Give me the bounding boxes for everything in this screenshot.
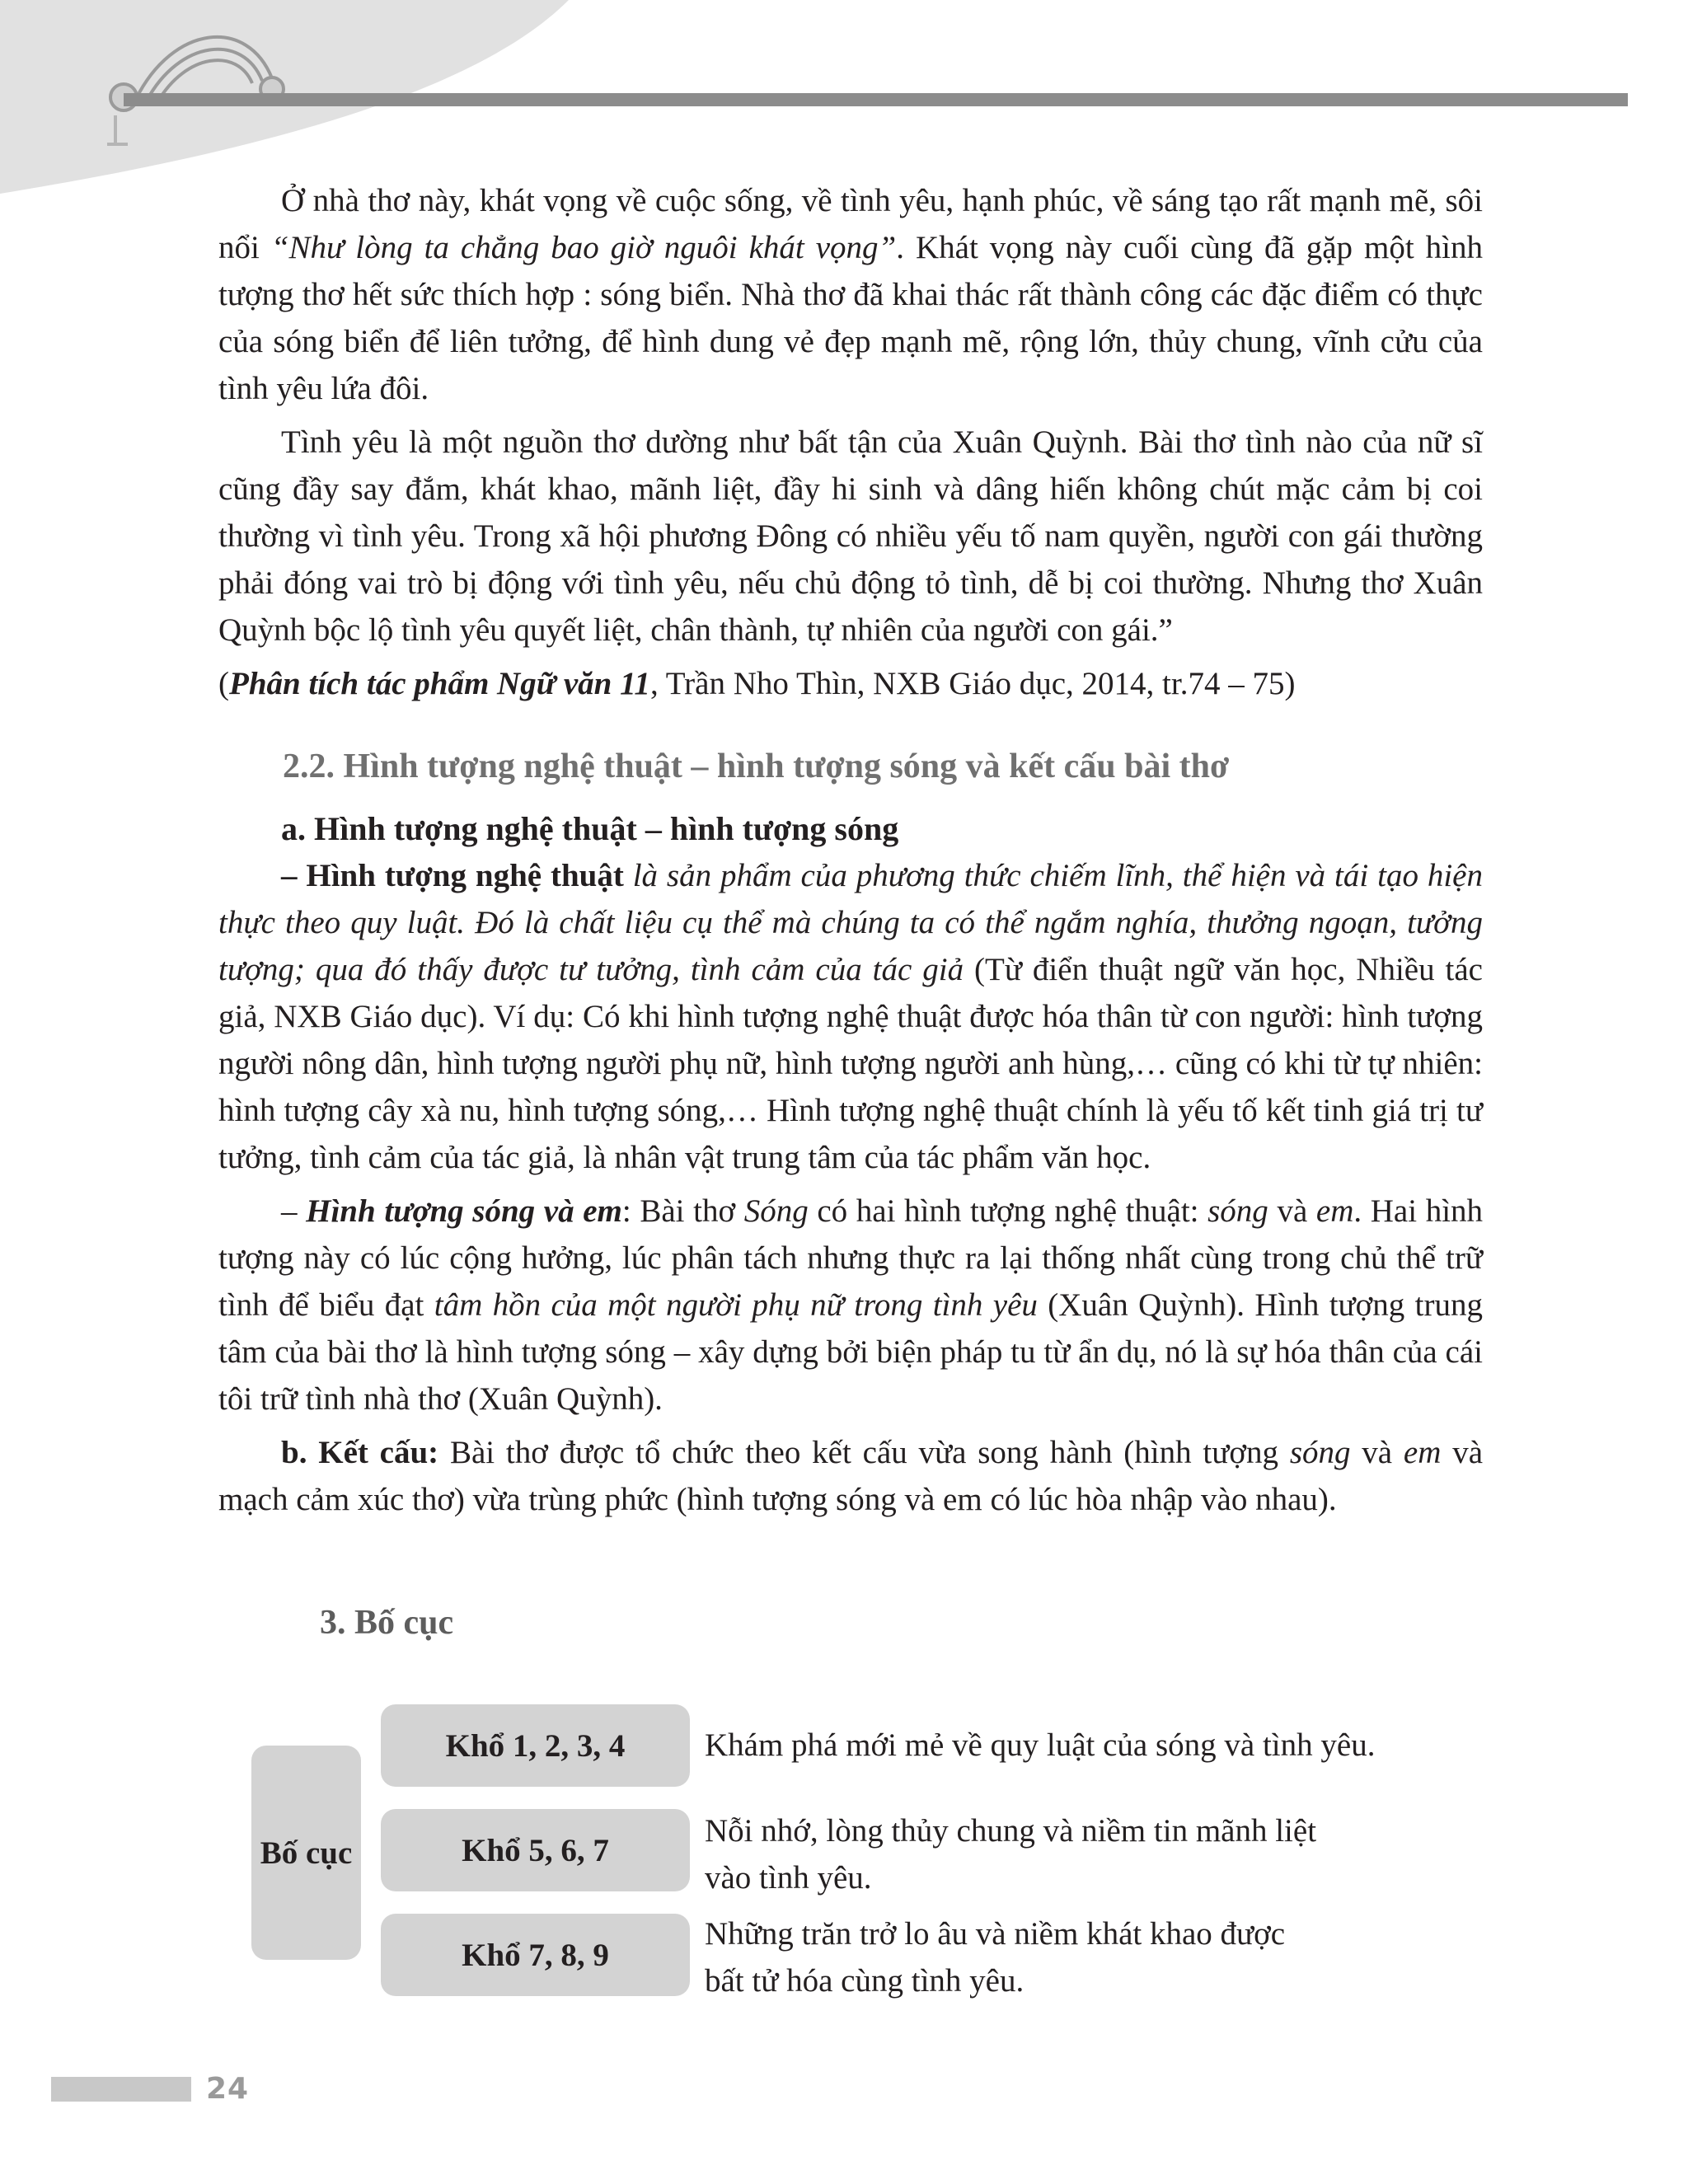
- paragraph-1: Ở nhà thơ này, khát vọng về cuộc sống, về tình yêu, hạnh phúc, về sáng tạo rất mạnh mẽ, sôi nổi “Như lòng ta chẳng bao giờ nguôi khát vọng”. Khát vọng này cuối cùng đã gặp một hình tượng thơ hết sức thích hợp : sóng biển. Nhà thơ đã khai thác rất thành công các đặc điểm có thực của sóng biển để liên tưởng, để hình dung vẻ đẹp mạnh mẽ, rộng lớn, thủy chung, vĩnh cửu của tình yêu lứa đôi.: [218, 183, 1484, 406]
- diagram-row-2-desc: Nỗi nhớ, lòng thủy chung và niềm tin mãnh liệt vào tình yêu.: [705, 1813, 1317, 1896]
- diagram-row-2-box: [381, 1809, 690, 1891]
- diagram-row-1-desc: Khám phá mới mẻ về quy luật của sóng và tình yêu.: [705, 1727, 1376, 1763]
- citation: (Phân tích tác phẩm Ngữ văn 11, Trần Nho Thìn, NXB Giáo dục, 2014, tr.74 – 75): [218, 666, 1296, 701]
- paragraph-2: Tình yêu là một nguồn thơ dường như bất tận của Xuân Quỳnh. Bài thơ tình nào của nữ sĩ cũng đầy say đắm, khát khao, mãnh liệt, đầy hi sinh và dâng hiến không chút mặc cảm bị coi thường vì tình yêu. Trong xã hội phương Đông có nhiều yếu tố nam quyền, người con gái thường phải đóng vai trò bị động với tình yêu, nếu chủ động tỏ tình, dễ bị coi thường. Nhưng thơ Xuân Quỳnh bộc lộ tình yêu quyết liệt, chân thành, tự nhiên của người con gái.”: [218, 424, 1483, 648]
- header-rule: [124, 93, 1628, 106]
- paragraph-3: – Hình tượng nghệ thuật là sản phẩm của phương thức chiếm lĩnh, thể hiện và tái tạo hiện thực theo quy luật. Đó là chất liệu cụ thể mà chúng ta có thể ngắm nghía, thưởng ngoạn, tưởng tượng; qua đó thấy được tư tưởng, tình cảm của tác giả (Từ điển thuật ngữ văn học, Nhiều tác giả, NXB Giáo dục). Ví dụ: Có khi hình tượng nghệ thuật được hóa thân từ con người: hình tượng người nông dân, hình tượng người phụ nữ, hình tượng người anh hùng,… cũng có khi từ tự nhiên: hình tượng cây xà nu, hình tượng sóng,… Hình tượng nghệ thuật chính là yếu tố kết tinh giá trị tư tưởng, tình cảm của tác giả, là nhân vật trung tâm của tác phẩm văn học.: [218, 858, 1483, 1175]
- diagram-row-2-label: Khổ 5, 6, 7: [462, 1832, 609, 1868]
- diagram-row-3-box: [381, 1914, 690, 1996]
- section-heading-3: 3. Bố cục: [320, 1604, 454, 1642]
- diagram-root-box: [251, 1746, 361, 1960]
- diagram-row-1-label: Khổ 1, 2, 3, 4: [445, 1727, 626, 1764]
- footer-bar: [51, 2077, 191, 2102]
- diagram-row-1-box: [381, 1704, 690, 1787]
- paragraph-4: – Hình tượng sóng và em: Bài thơ Sóng có hai hình tượng nghệ thuật: sóng và em. Hai hình tượng này có lúc cộng hưởng, lúc phân tách nhưng thực ra lại thống nhất cùng trong chủ thể trữ tình để biểu đạt tâm hồn của một người phụ nữ trong tình yêu (Xuân Quỳnh). Hình tượng trung tâm của bài thơ là hình tượng sóng – xây dựng bởi biện pháp tu từ ẩn dụ, nó là sự hóa thân của cái tôi trữ tình nhà thơ (Xuân Quỳnh).: [218, 1193, 1484, 1417]
- section-heading-2-2: 2.2. Hình tượng nghệ thuật – hình tượng sóng và kết cấu bài thơ: [283, 748, 1230, 785]
- diagram-root-label: Bố cục: [260, 1835, 353, 1871]
- page-number: 24: [206, 2072, 250, 2106]
- diagram-row-3-desc: Những trăn trở lo âu và niềm khát khao được bất tử hóa cùng tình yêu.: [705, 1916, 1286, 1999]
- body-text: [218, 177, 1483, 1530]
- subheading-a: a. Hình tượng nghệ thuật – hình tượng sóng: [281, 810, 899, 847]
- paragraph-5: b. Kết cấu: Bài thơ được tổ chức theo kết cấu vừa song hành (hình tượng sóng và em và mạch cảm xúc thơ) vừa trùng phức (hình tượng sóng và em có lúc hòa nhập vào nhau).: [218, 1435, 1484, 1517]
- diagram-row-3-label: Khổ 7, 8, 9: [462, 1937, 609, 1973]
